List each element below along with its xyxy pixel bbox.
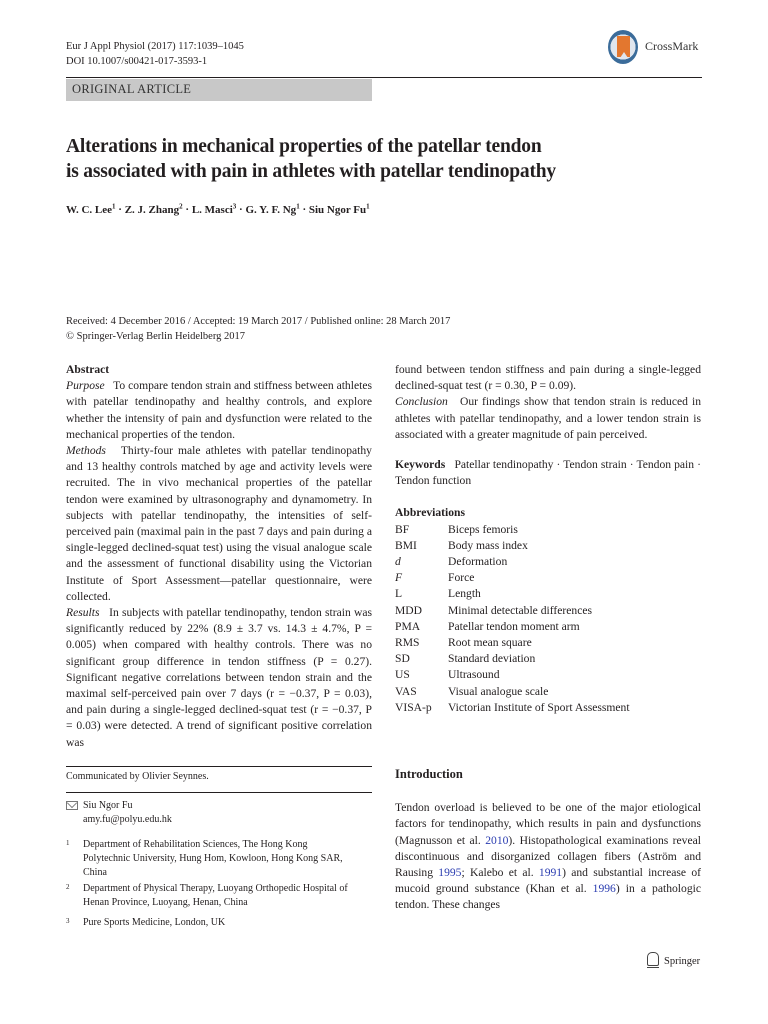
abbreviation-row: L Length [395, 587, 481, 601]
author[interactable]: Z. J. Zhang$^2$ [124, 202, 183, 216]
author[interactable]: L. Masci$^3$ [191, 202, 237, 216]
abstract-section [66, 362, 372, 751]
citation-link[interactable]: 1995 [438, 866, 462, 880]
introduction-heading: Introduction [395, 767, 463, 781]
publisher-footer [647, 952, 700, 967]
introduction-paragraph: Tendon overload is believed to be one of the major etiological factors for tendinopathy, which results in pain and dysfunctions (Magnusson et al. 2010). Histopathological examinations reveal discontinuous and disorganized collagen fibers (Aström and Rausing 1995; Kalebo et al. 1991) and substantial increase of mucoid ground substance (Khan et al. 1996) in a pathologic tendon. These changes [395, 801, 701, 912]
author[interactable]: Siu Ngor Fu$^1$ [308, 202, 370, 216]
abbreviation-row: d Deformation [395, 555, 508, 569]
envelope-icon [66, 801, 78, 810]
title-line-2: is associated with pain in athletes with patellar tendinopathy [66, 161, 556, 182]
publisher-name: Springer [664, 956, 701, 967]
communicated-by: Communicated by Olivier Seynnes. [66, 771, 209, 782]
introduction-section [395, 766, 701, 914]
abbreviations-heading: Abbreviations [395, 506, 466, 520]
history-dates: Received: 4 December 2016 / Accepted: 19 March 2017 / Published online: 28 March 2017 [66, 316, 451, 327]
citation-link[interactable]: 1996 [592, 882, 616, 896]
corresponding-email[interactable]: amy.fu@polyu.edu.hk [83, 814, 172, 825]
article-type: ORIGINAL ARTICLE [72, 82, 192, 96]
citation-link[interactable]: 2010 [485, 833, 509, 847]
abbreviation-row: F Force [395, 571, 475, 585]
abbreviation-row: RMS Root mean square [395, 636, 532, 650]
corresponding-name: Siu Ngor Fu [83, 800, 133, 811]
crossmark-badge[interactable] [608, 30, 728, 70]
crossmark-label: CrossMark [645, 39, 699, 53]
corresponding-author [66, 799, 372, 829]
abstract-results-continued: found between tendon stiffness and pain during a single-legged declined-squat test (r = 0.30, P = 0.09). [395, 363, 701, 393]
abbreviation-row: PMA Patellar tendon moment arm [395, 619, 580, 633]
doi[interactable]: DOI 10.1007/s00421-017-3593-1 [66, 56, 208, 67]
abstract-purpose: Purpose To compare tendon strain and stiffness between athletes with patellar tendinopathy and healthy controls, and explore whether the intensity of pain and dysfunction were related to the mechanical properties of the tendon. [66, 379, 372, 441]
paper-title [66, 134, 686, 184]
abbreviation-row: VISA-p Victorian Institute of Sport Assessment [395, 700, 630, 714]
article-type-banner [66, 79, 372, 101]
author-list: W. C. Lee$^1$ · Z. J. Zhang$^2$ · L. Masci$^3$ · G. Y. F. $Ng^1$ · Siu Ngor Fu$^1$ [66, 202, 370, 216]
abbreviation-row: US Ultrasound [395, 668, 500, 682]
footnote-divider [66, 766, 372, 767]
right-column [395, 362, 701, 716]
affiliation: 3 Pure Sports Medicine, London, UK [66, 917, 226, 928]
abbreviation-row: BF Biceps femoris [395, 522, 518, 536]
crossmark-icon [608, 30, 638, 64]
citation-link[interactable]: 1991 [538, 866, 563, 880]
copyright: © Springer-Verlag Berlin Heidelberg 2017 [66, 331, 246, 342]
abstract-results: Results In subjects with patellar tendinopathy, tendon strain was significantly reduced by 22% (8.9 ± 3.7 vs. 14.3 ± 4.7%, P = 0.005) when compared with healthy controls. There was no significant group difference in tendon stiffness (P = 0.27). Significant negative correlations between tendon strain and the maximal self-perceived pain over 7 days (r = −0.37, P = 0.03), and pain during a single-legged declined-squat test (r = −0.37, P = 0.03) were detected. A trend of significant positive correlation was [66, 606, 372, 749]
abstract-heading: Abstract [66, 363, 110, 376]
title-line-1: Alterations in mechanical properties of the patellar tendon [66, 136, 542, 157]
author[interactable]: W. C. Lee$^1$ [66, 202, 116, 216]
journal-citation: Eur J Appl Physiol (2017) 117:1039–1045 [66, 41, 244, 52]
affiliation: 2 Department of Physical Therapy, Luoyang Orthopedic Hospital of Henan Province, Luoyang, Henan, China [66, 883, 348, 908]
abbreviation-row: BMI Body mass index [395, 538, 528, 552]
author[interactable]: G. Y. F. Ng$^1$ [245, 202, 300, 216]
keywords: Keywords Patellar tendinopathy · Tendon strain · Tendon pain · Tendon function [395, 458, 701, 488]
abbreviation-row: SD Standard deviation [395, 652, 536, 666]
abstract-conclusion: Conclusion Our findings show that tendon strain is reduced in athletes with patellar tendinopathy, and a lower tendon strain is associated with a greater magnitude of pain perceived. [395, 395, 701, 441]
abbreviation-row: VAS Visual analogue scale [395, 684, 549, 698]
publication-dates [66, 314, 450, 344]
journal-header [66, 39, 244, 69]
abbreviation-row: MDD Minimal detectable differences [395, 603, 592, 617]
abbreviations-list [395, 522, 701, 716]
abstract-methods: Methods Thirty-four male athletes with patellar tendinopathy and 13 healthy controls matched by age and activity levels were recruited. The in vivo mechanical properties of the patellar tendon were examined by ultrasonography and dynamometry. In subjects with patellar tendinopathy, the intensities of self-perceived pain (maximal pain in the past 7 days and pain during a single-legged declined-squat test) using the visual analogue scale and the assessment of functional disability using the Victorian Institute of Sport Assessment—patellar questionnaire, were collected. [66, 444, 372, 603]
affiliation: 1 Department of Rehabilitation Sciences, The Hong Kong Polytechnic University, Hung Hom, Kowloon, Hong Kong SAR, China [66, 839, 343, 878]
footnote-divider [66, 792, 372, 793]
springer-horse-icon [647, 952, 659, 966]
